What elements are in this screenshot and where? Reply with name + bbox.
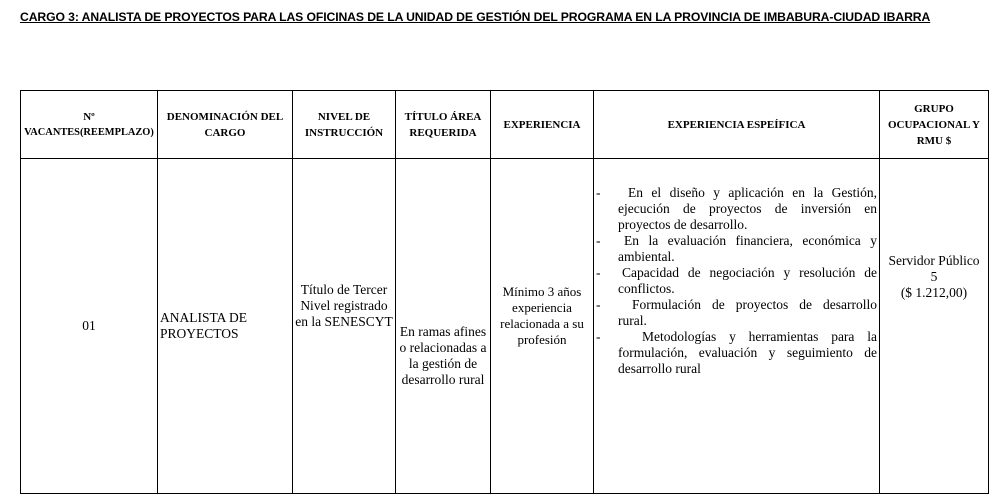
list-item (596, 329, 877, 377)
table-row (21, 159, 989, 494)
list-item-text: Metodologías y herramientas para la formulación, evaluación y seguimiento de desarrollo rural (618, 329, 877, 376)
list-item-text: Formulación de proyectos de desarrollo rural. (618, 297, 877, 328)
job-table (20, 90, 989, 494)
cell-titulo: En ramas afines o relacionadas a la gestión de desarrollo rural (396, 159, 491, 494)
header-grupo (880, 91, 989, 159)
cell-denominacion: ANALISTA DE PROYECTOS (158, 159, 293, 494)
document-title: CARGO 3: ANALISTA DE PROYECTOS PARA LAS OFICINAS DE LA UNIDAD DE GESTIÓN DEL PROGRAMA EN LA PROVINCIA DE IMBABURA-CIUDAD IBARRA (20, 10, 931, 24)
header-grupo-line1: GRUPO (914, 102, 954, 115)
cell-nivel: Título de Tercer Nivel registrado en la SENESCYT (293, 159, 396, 494)
cell-especifica (594, 159, 880, 494)
grupo-rmu: ($ 1.212,00) (900, 285, 968, 300)
header-vacantes (21, 91, 158, 159)
list-item-text: En el diseño y aplicación en la Gestión, ejecución de proyectos de inversión en proyectos de desarrollo. (618, 185, 877, 232)
grupo-line2: 5 (930, 269, 938, 284)
list-item (596, 265, 877, 297)
cell-grupo (880, 159, 989, 494)
header-grupo-line2: OCUPACIONAL Y (888, 118, 980, 131)
header-vacantes-line1: Nº (83, 110, 95, 123)
list-item-text: Capacidad de negociación y resolución de conflictos. (618, 265, 877, 296)
header-titulo: TÍTULO ÁREA REQUERIDA (396, 91, 491, 159)
list-item (596, 297, 877, 329)
header-vacantes-line2: VACANTES(REEMPLAZO) (24, 126, 154, 138)
header-nivel: NIVEL DE INSTRUCCIÓN (293, 91, 396, 159)
list-item (596, 233, 877, 265)
header-experiencia: EXPERIENCIA (491, 91, 594, 159)
header-grupo-line3: RMU $ (916, 134, 952, 147)
list-item-text: En la evaluación financiera, económica y ambiental. (618, 233, 877, 264)
grupo-line1: Servidor Público (888, 253, 980, 268)
header-especifica: EXPERIENCIA ESPEÍFICA (594, 91, 880, 159)
list-dash: - (596, 265, 601, 280)
cell-experiencia: Mínimo 3 años experiencia relacionada a su profesión (491, 159, 594, 494)
cell-vacantes: 01 (21, 159, 158, 494)
header-denominacion: DENOMINACIÓN DEL CARGO (158, 91, 293, 159)
list-dash: - (596, 233, 601, 248)
list-dash: - (596, 185, 601, 200)
header-row (21, 91, 989, 159)
list-item (596, 185, 877, 233)
list-dash: - (596, 329, 601, 344)
list-dash: - (596, 297, 601, 312)
